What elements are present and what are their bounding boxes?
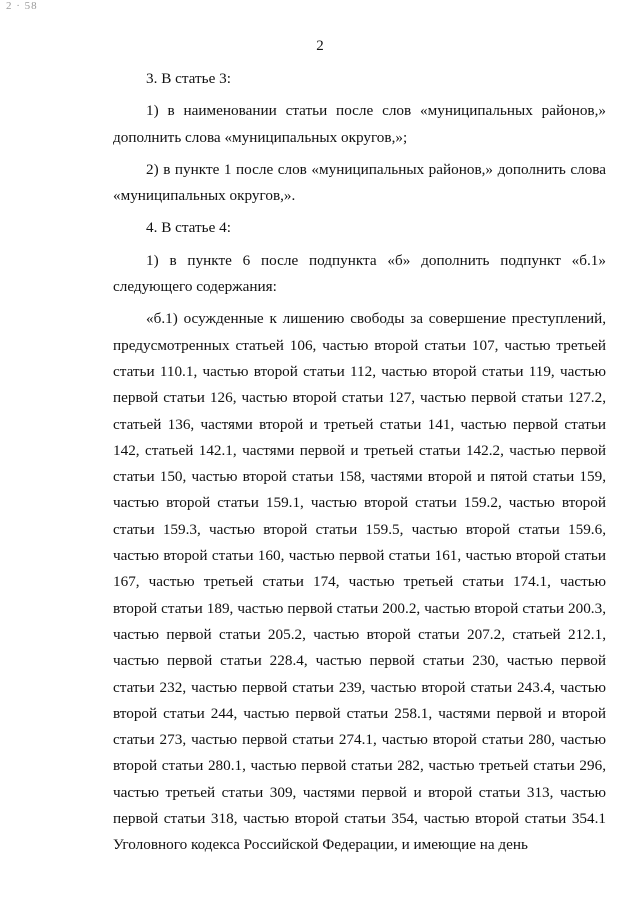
paragraph-subitem-b1: «б.1) осужденные к лишению свободы за совершение преступлений, предусмотренных статьей 106, частью второй статьи 107, частью третьей статьи 110.1, частью второй статьи 112, частью второй статьи 119, частью первой статьи 126, частью второй статьи 127, частью первой статьи 127.2, статьей 136, частями второй и третьей статьи 141, частью первой статьи 142, статьей 142.1, частями первой и третьей статьи 142.2, частью первой статьи 150, частью второй статьи 158, частями второй и пятой статьи 159, частью второй статьи 159.1, частью второй статьи 159.2, частью второй статьи 159.3, частью второй статьи 159.5, частью второй статьи 159.6, частью второй статьи 160, частью первой статьи 161, частью второй статьи 167, частью третьей статьи 174, частью третьей статьи 174.1, частью второй статьи 189, частью первой статьи 200.2, частью второй статьи 200.3, частью первой статьи 205.2, частью второй статьи 207.2, статьей 212.1, частью первой статьи 228.4, частью первой статьи 230, частью первой статьи 232, частью первой статьи 239, частью второй статьи 243.4, частью второй статьи 244, частью первой статьи 258.1, частями первой и второй статьи 273, частью первой статьи 274.1, частью второй статьи 280, частью второй статьи 280.1, частью первой статьи 282, частью третьей статьи 296, частью третьей статьи 309, частями первой и второй статьи 313, частью первой статьи 318, частью второй статьи 354, частью второй статьи 354.1 Уголовного кодекса Российской Федерации, и имеющие на день xyxy=(113,310,606,854)
paragraph-article-4-item-1: 1) в пункте 6 после подпункта «б» дополнить подпункт «б.1» следующего содержания: xyxy=(113,251,606,296)
paragraph-article-4: 4. В статье 4: xyxy=(146,219,231,237)
scan-mark: 2 · 58 xyxy=(6,0,38,12)
paragraph-article-3-item-2: 2) в пункте 1 после слов «муниципальных районов,» дополнить слова «муниципальных округов,». xyxy=(113,160,606,205)
page-number: 2 xyxy=(316,38,324,54)
paragraph-article-3: 3. В статье 3: xyxy=(146,70,231,87)
paragraph-article-3-item-1: 1) в наименовании статьи после слов «муниципальных районов,» дополнить слова «муниципальных округов,»; xyxy=(113,102,606,146)
document-body xyxy=(113,66,606,859)
